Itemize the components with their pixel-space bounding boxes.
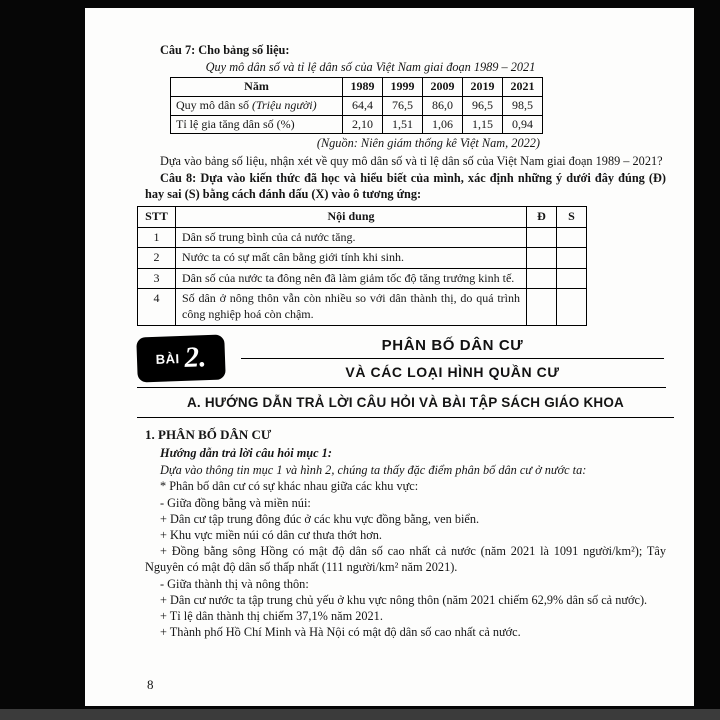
- section-1-subheading: Hướng dẫn trả lời câu hỏi mục 1:: [160, 445, 332, 460]
- answer-line: - Giữa thành thị và nông thôn:: [160, 576, 309, 591]
- page-content: [85, 8, 694, 641]
- table-source-note: (Nguồn: Niên giám thống kê Việt Nam, 2022): [316, 136, 540, 151]
- lesson-header: [137, 336, 666, 388]
- title-divider-line: [241, 358, 664, 359]
- photo-bottom-edge: [0, 709, 720, 720]
- value-cell: 98,5: [503, 97, 543, 116]
- row-label-text: Quy mô dân số: [176, 98, 249, 113]
- cau7-table-title: Quy mô dân số và tỉ lệ dân số của Việt Nam giai đoạn 1989 – 2021: [205, 60, 536, 75]
- lesson-title: [239, 336, 666, 382]
- cau7-intro: Cho bảng số liệu:: [198, 43, 290, 57]
- lesson-title-line1: PHÂN BỐ DÂN CƯ: [381, 336, 524, 354]
- value-cell: 64,4: [343, 97, 383, 116]
- col-header-stt: STT: [138, 207, 176, 228]
- row-label-cell: [171, 115, 343, 134]
- stt-cell: 3: [138, 268, 176, 289]
- col-header-year: 1999: [383, 78, 423, 97]
- lesson-badge-number: 2.: [183, 341, 207, 375]
- content-cell: Dân số của nước ta đông nên đã làm giảm tốc độ tăng trưởng kinh tế.: [176, 268, 527, 289]
- answer-line: + Đồng bằng sông Hồng có mật độ dân số cao nhất cả nước (năm 2021 là 1091 người/km²); Tây Nguyên có mật độ dân số thấp nhất (111 người/km² năm 2021).: [145, 544, 666, 575]
- answer-cell-dung: [527, 268, 557, 289]
- cau8-heading: [145, 170, 666, 202]
- answer-line: + Tỉ lệ dân thành thị chiếm 37,1% năm 2021.: [160, 609, 383, 624]
- lesson-badge: [136, 335, 226, 383]
- cau7-heading: [145, 42, 666, 58]
- content-cell: Nước ta có sự mất cân bằng giới tính khi sinh.: [176, 248, 527, 269]
- col-header-dung: Đ: [527, 207, 557, 228]
- answer-line: - Giữa đồng bằng và miền núi:: [160, 495, 311, 510]
- section-1: [145, 426, 666, 641]
- section-1-intro: Dựa vào thông tin mục 1 và hình 2, chúng ta thấy đặc điểm phân bố dân cư ở nước ta:: [160, 463, 587, 478]
- col-header-year: 2021: [503, 78, 543, 97]
- value-cell: 1,15: [463, 115, 503, 134]
- value-cell: 86,0: [423, 97, 463, 116]
- table-row: [138, 227, 587, 248]
- answer-line: + Dân cư tập trung đông đúc ở các khu vực đồng bằng, ven biển.: [160, 511, 480, 526]
- answer-cell-sai: [557, 227, 587, 248]
- lesson-title-line2: VÀ CÁC LOẠI HÌNH QUẦN CƯ: [345, 364, 560, 381]
- book-page: [85, 8, 694, 706]
- col-header-year: 2009: [423, 78, 463, 97]
- table-row: [138, 268, 587, 289]
- cau8-label: Câu 8:: [160, 170, 197, 185]
- table-row: [138, 248, 587, 269]
- page-number: 8: [147, 677, 154, 692]
- answer-cell-dung: [527, 227, 557, 248]
- value-cell: 2,10: [343, 115, 383, 134]
- value-cell: 1,06: [423, 115, 463, 134]
- cau7-data-table: [170, 77, 543, 134]
- stt-cell: 1: [138, 227, 176, 248]
- answer-line: + Dân cư nước ta tập trung chủ yếu ở khu vực nông thôn (năm 2021 chiếm 62,9% dân số cả nước).: [160, 592, 648, 607]
- answer-cell-sai: [557, 268, 587, 289]
- section-a-heading: A. HƯỚNG DẪN TRẢ LỜI CÂU HỎI VÀ BÀI TẬP SÁCH GIÁO KHOA: [137, 388, 674, 418]
- table-row: [138, 289, 587, 325]
- section-1-heading: 1. PHÂN BỐ DÂN CƯ: [145, 426, 272, 442]
- table-row: [171, 97, 543, 116]
- row-label-cell: [171, 97, 343, 116]
- value-cell: 0,94: [503, 115, 543, 134]
- cau8-intro: Dựa vào kiến thức đã học và hiểu biết của mình, xác định những ý dưới đây đúng (Đ) hay sai (S) bằng cách đánh dấu (X) vào ô tương ứng:: [145, 170, 667, 201]
- table-row: [171, 115, 543, 134]
- col-header-nam: Năm: [171, 78, 343, 97]
- value-cell: 1,51: [383, 115, 423, 134]
- cau8-true-false-table: [137, 206, 587, 326]
- stt-cell: 2: [138, 248, 176, 269]
- lesson-badge-label: BÀI: [155, 351, 180, 368]
- col-header-sai: S: [557, 207, 587, 228]
- col-header-year: 1989: [343, 78, 383, 97]
- cau7-label: Câu 7:: [160, 43, 196, 57]
- answer-line: * Phân bố dân cư có sự khác nhau giữa các khu vực:: [160, 479, 419, 494]
- table-header-row: [171, 78, 543, 97]
- value-cell: 76,5: [383, 97, 423, 116]
- cau7-question: Dựa vào bảng số liệu, nhận xét về quy mô dân số và tỉ lệ dân số của Việt Nam giai đoạn 1989 – 2021?: [160, 154, 663, 169]
- table-header-row: [138, 207, 587, 228]
- answer-cell-dung: [527, 289, 557, 325]
- answer-cell-dung: [527, 248, 557, 269]
- col-header-noidung: Nội dung: [176, 207, 527, 228]
- answer-cell-sai: [557, 248, 587, 269]
- row-label-note: (Triệu người): [252, 98, 317, 113]
- answer-cell-sai: [557, 289, 587, 325]
- stt-cell: 4: [138, 289, 176, 325]
- content-cell: Số dân ở nông thôn vẫn còn nhiều so với dân thành thị, do quá trình công nghiệp hoá còn chậm.: [176, 289, 527, 325]
- value-cell: 96,5: [463, 97, 503, 116]
- row-label-text: Tỉ lệ gia tăng dân số (%): [176, 116, 295, 131]
- answer-line: + Khu vực miền núi có dân cư thưa thớt hơn.: [160, 527, 382, 542]
- col-header-year: 2019: [463, 78, 503, 97]
- answer-line: + Thành phố Hồ Chí Minh và Hà Nội có mật độ dân số cao nhất cả nước.: [160, 625, 521, 640]
- content-cell: Dân số trung bình của cả nước tăng.: [176, 227, 527, 248]
